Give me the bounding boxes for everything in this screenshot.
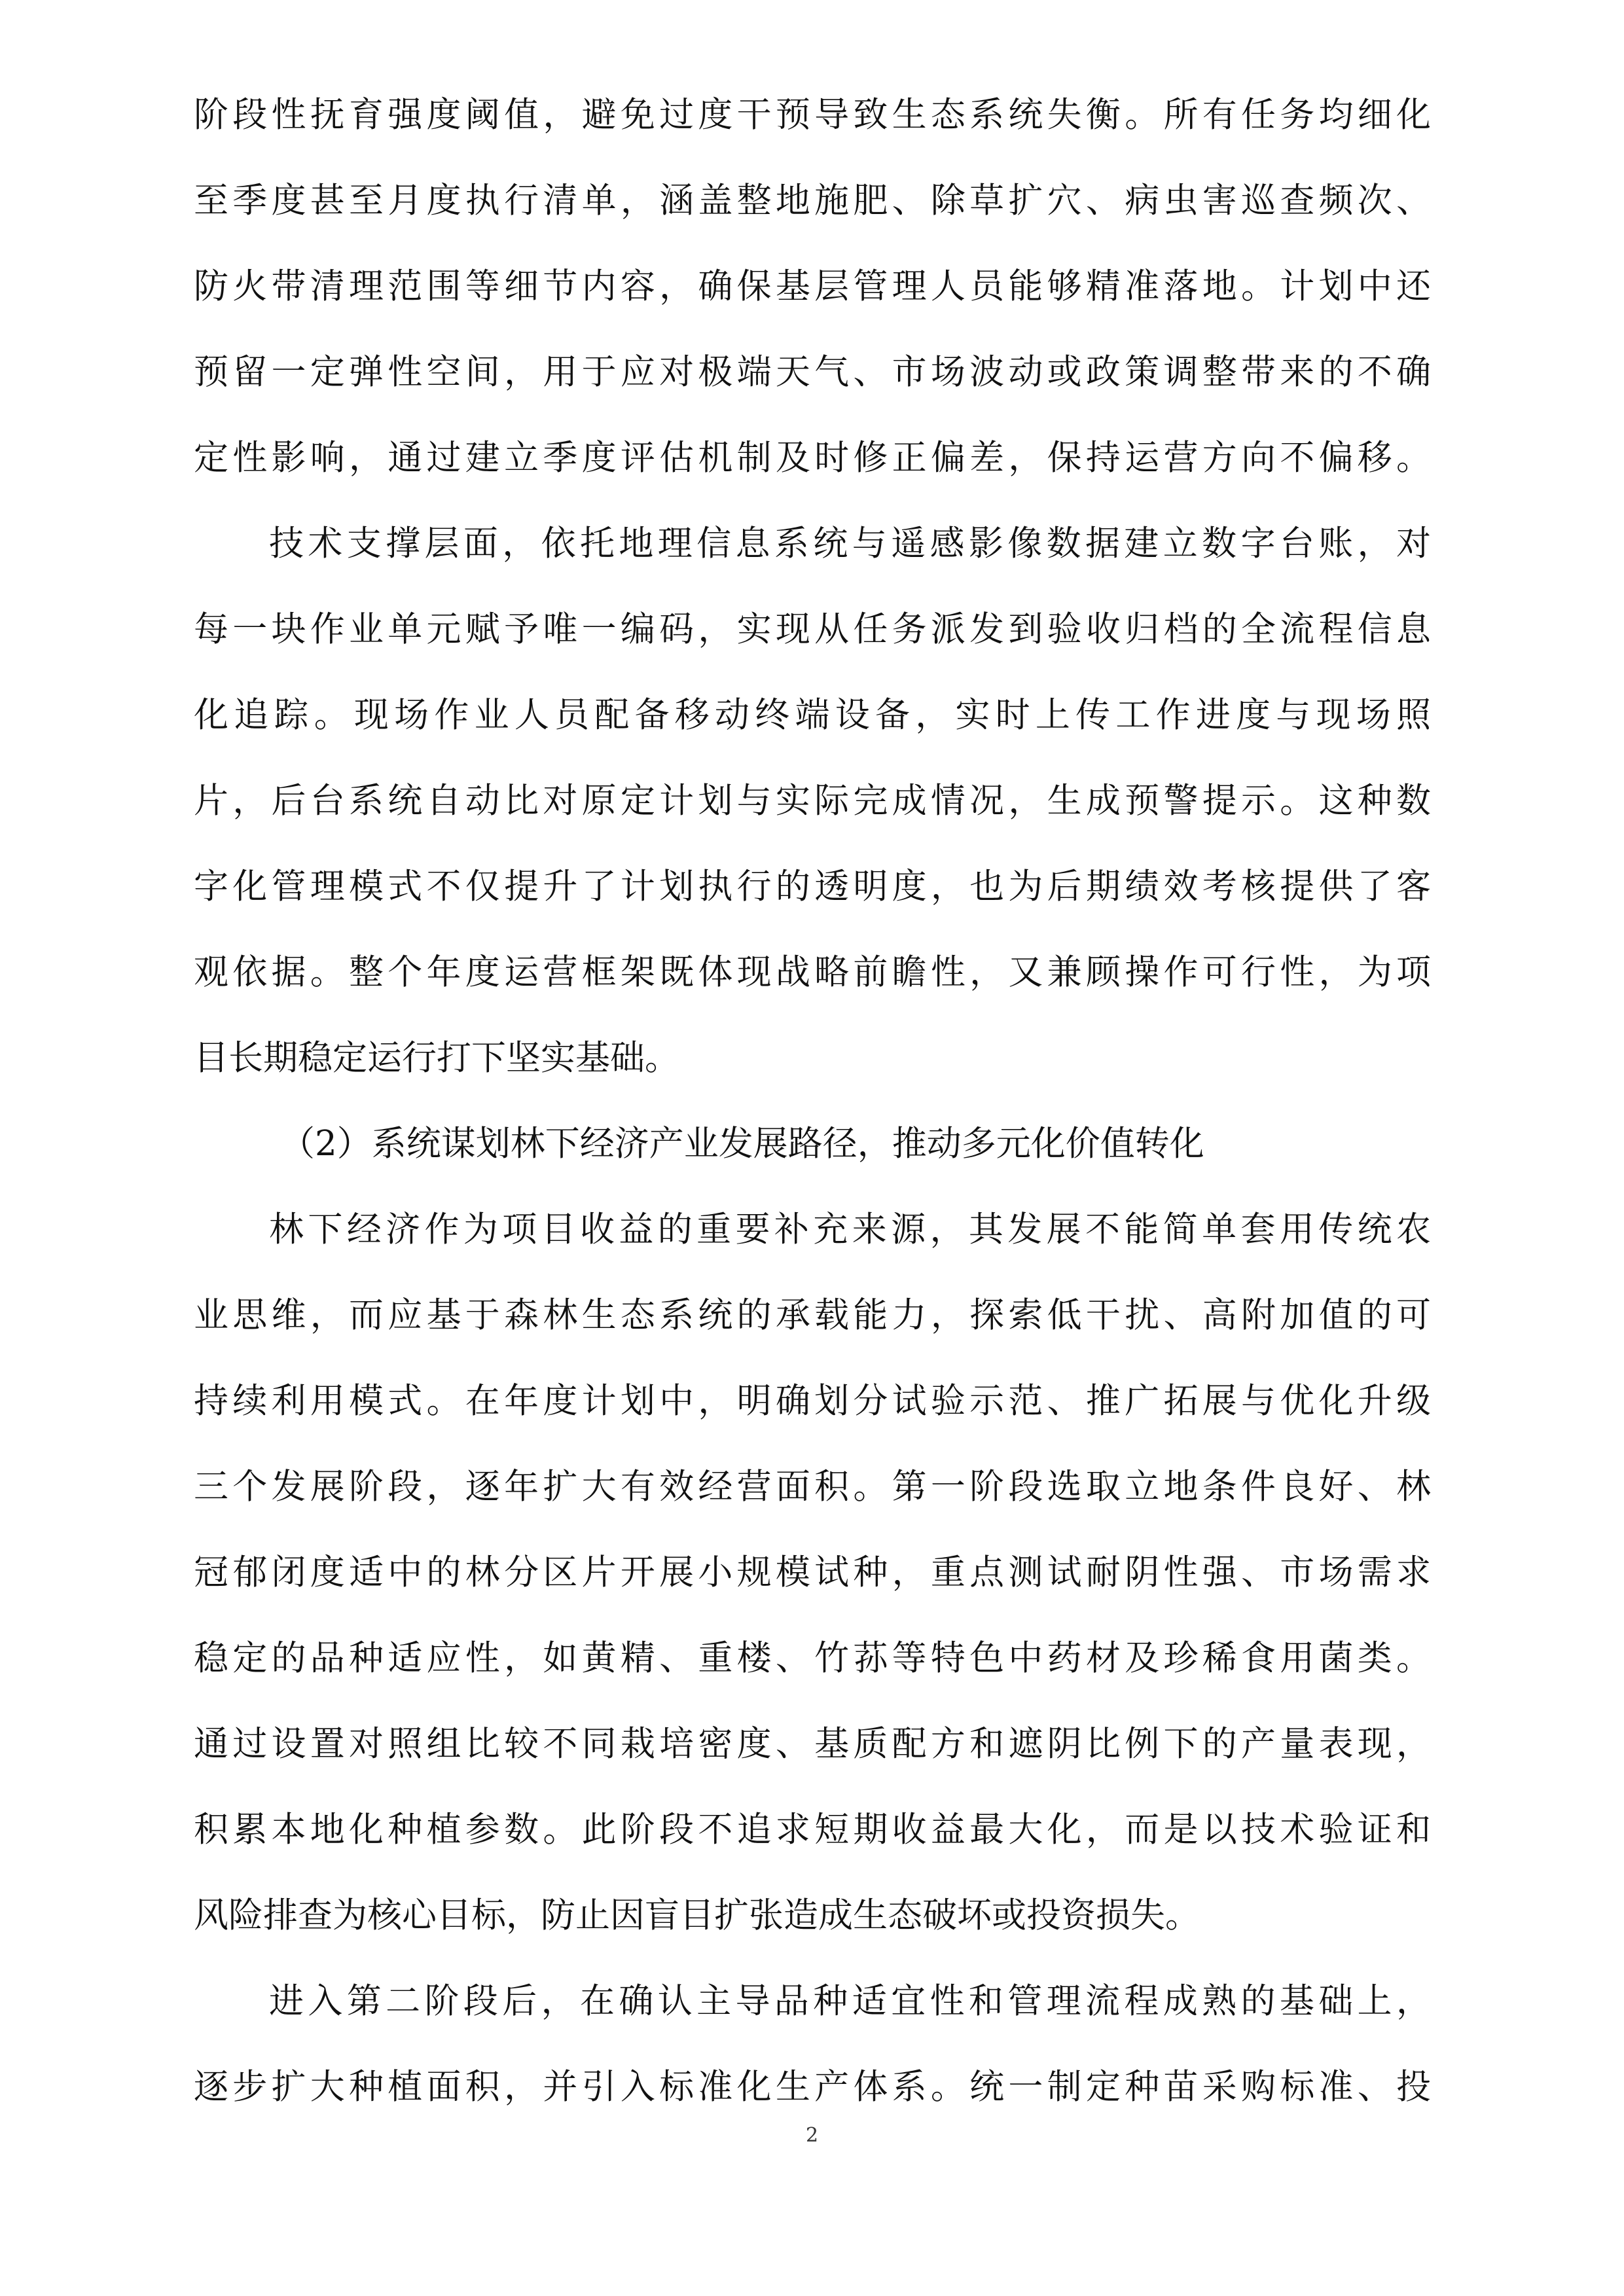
text-line: 至季度甚至月度执行清单，涵盖整地施肥、除草扩穴、病虫害巡查频次、 xyxy=(194,181,1431,221)
text-line: 通过设置对照组比较不同栽培密度、基质配方和遮阴比例下的产量表现， xyxy=(194,1724,1431,1764)
text-line: 持续利用模式。在年度计划中，明确划分试验示范、推广拓展与优化升级 xyxy=(194,1381,1431,1421)
text-line: 片，后台系统自动比对原定计划与实际完成情况，生成预警提示。这种数 xyxy=(194,781,1431,821)
text-line: 观依据。整个年度运营框架既体现战略前瞻性，又兼顾操作可行性，为项 xyxy=(194,952,1431,992)
text-line: 每一块作业单元赋予唯一编码，实现从任务派发到验收归档的全流程信息 xyxy=(194,609,1431,649)
text-line: 字化管理模式不仅提升了计划执行的透明度，也为后期绩效考核提供了客 xyxy=(194,867,1431,906)
section-heading: （2）系统谋划林下经济产业发展路径，推动多元化价值转化 xyxy=(280,1124,1204,1164)
text-line: 积累本地化种植参数。此阶段不追求短期收益最大化，而是以技术验证和 xyxy=(194,1810,1431,1850)
paragraph-first-line: 进入第二阶段后，在确认主导品种适宜性和管理流程成熟的基础上， xyxy=(269,1981,1431,2021)
text-line: 预留一定弹性空间，用于应对极端天气、市场波动或政策调整带来的不确 xyxy=(194,352,1431,392)
body-text xyxy=(194,72,1431,2130)
text-line: 定性影响，通过建立季度评估机制及时修正偏差，保持运营方向不偏移。 xyxy=(194,438,1431,478)
text-line: 化追踪。现场作业人员配备移动终端设备，实时上传工作进度与现场照 xyxy=(194,695,1431,735)
text-line: 逐步扩大种植面积，并引入标准化生产体系。统一制定种苗采购标准、投 xyxy=(194,2067,1431,2107)
page-number: 2 xyxy=(805,2124,819,2147)
text-line: 稳定的品种适应性，如黄精、重楼、竹荪等特色中药材及珍稀食用菌类。 xyxy=(194,1638,1431,1678)
text-line: 业思维，而应基于森林生态系统的承载能力，探索低干扰、高附加值的可 xyxy=(194,1295,1431,1335)
text-line: 防火带清理范围等细节内容，确保基层管理人员能够精准落地。计划中还 xyxy=(194,266,1431,306)
paragraph-first-line: 林下经济作为项目收益的重要补充来源，其发展不能简单套用传统农 xyxy=(269,1210,1431,1249)
text-line: 阶段性抚育强度阈值，避免过度干预导致生态系统失衡。所有任务均细化 xyxy=(194,95,1431,135)
text-line: 冠郁闭度适中的林分区片开展小规模试种，重点测试耐阴性强、市场需求 xyxy=(194,1552,1431,1592)
text-line: 三个发展阶段，逐年扩大有效经营面积。第一阶段选取立地条件良好、林 xyxy=(194,1467,1431,1507)
paragraph-last-line: 目长期稳定运行打下坚实基础。 xyxy=(194,1038,679,1078)
paragraph-first-line: 技术支撑层面，依托地理信息系统与遥感影像数据建立数字台账，对 xyxy=(269,524,1431,564)
paragraph-last-line: 风险排查为核心目标，防止因盲目扩张造成生态破坏或投资损失。 xyxy=(194,1895,1200,1935)
